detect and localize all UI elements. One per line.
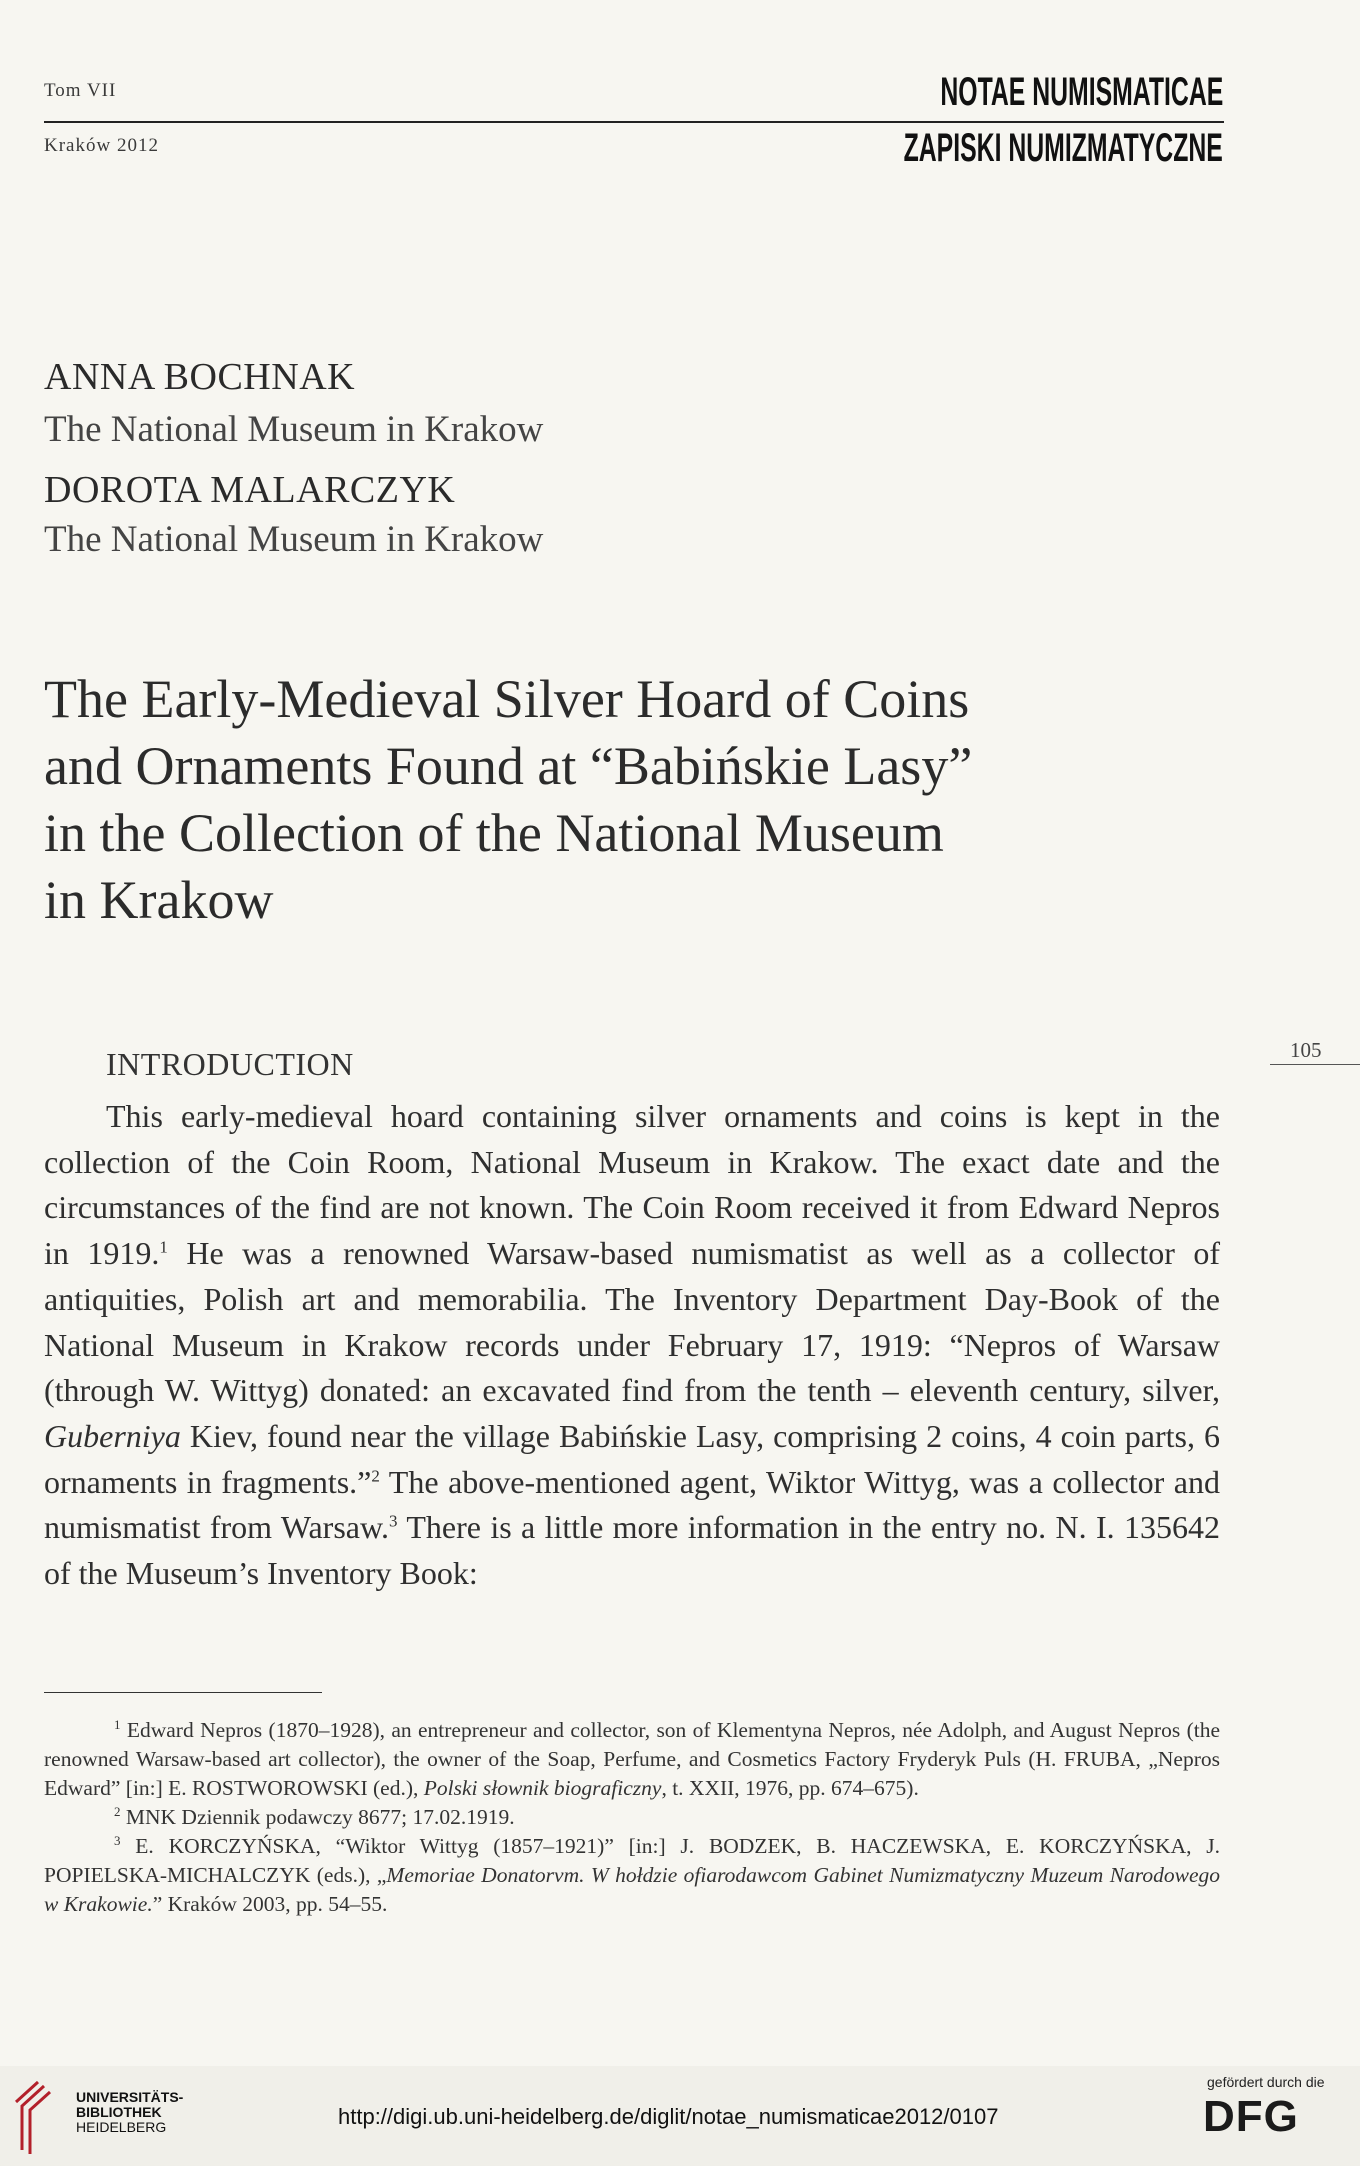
footnote-text: MNK Dziennik podawczy 8677; 17.02.1919. <box>125 1805 515 1829</box>
library-name-line: BIBLIOTHEK <box>76 2104 162 2120</box>
page-number-rule <box>1270 1064 1360 1065</box>
library-name-line: UNIVERSITÄTS- <box>76 2089 184 2105</box>
body-text: Kiev, found near the village Babińskie Lasy, comprising 2 coins, 4 coin parts, 6 ornaments in fragments.” <box>44 1417 1220 1500</box>
article-title <box>44 666 1194 934</box>
footnote-text: Edward Nepros (1870–1928), an entrepreneur and collector, son of Klementyna Nepros, née Adolph, and August Nepros (the renowned Warsaw-based art collector), the owner of the Soap, Perfume, and Cosmetics Factory Fryderyk Puls (H. FRUBA, „Nepros Edward” [in:] E. ROSTWOROWSKI (ed.), <box>44 1718 1220 1800</box>
author-name: ANNA BOCHNAK <box>44 356 356 398</box>
title-line: and Ornaments Found at “Babińskie Lasy” <box>44 736 973 796</box>
body-text: The above-mentioned agent, Wiktor Wittyg, was a collector and numismatist from Warsaw. <box>44 1463 1221 1546</box>
funded-by-label: gefördert durch die <box>1207 2074 1325 2090</box>
journal-title-line1: NOTAE NUMISMATICAE <box>940 70 1223 114</box>
source-url-link[interactable]: http://digi.ub.uni-heidelberg.de/diglit/notae_numismaticae2012/0107 <box>338 2104 999 2129</box>
footnotes <box>44 1716 1220 1919</box>
body-italic: Guberniya <box>44 1417 181 1454</box>
footnote-text: E. KORCZYŃSKA, “Wiktor Wittyg (1857–1921)” [in:] J. BODZEK, B. HACZEWSKA, E. KORCZYŃSKA, J. POPIELSKA-MICHALCZYK (eds.), „ <box>44 1834 1220 1887</box>
footnote <box>44 1832 1220 1919</box>
footnote-ref: 2 <box>371 1465 380 1485</box>
author-affiliation: The National Museum in Krakow <box>44 519 544 560</box>
body-text: There is a little more information in the entry no. N. I. 135642 of the Museum’s Inventory Book: <box>44 1509 1221 1592</box>
title-line: in the Collection of the National Museum <box>44 803 944 863</box>
footnote-number: 2 <box>114 1803 121 1819</box>
footnote <box>44 1716 1220 1803</box>
footnote-number: 1 <box>114 1716 121 1732</box>
footnote <box>44 1803 1220 1832</box>
dfg-logo: DFG <box>1203 2092 1299 2141</box>
library-name <box>76 2090 183 2135</box>
library-logo-icon <box>14 2080 54 2155</box>
author-name: DOROTA MALARCZYK <box>44 469 456 511</box>
footnote-separator <box>44 1692 322 1693</box>
title-line: in Krakow <box>44 870 274 930</box>
footnote-number: 3 <box>114 1832 121 1848</box>
journal-title-line2: ZAPISKI NUMIZMATYCZNE <box>903 126 1223 170</box>
page-number: 105 <box>1290 1038 1322 1062</box>
footnote-ref: 1 <box>159 1237 168 1257</box>
library-name-line: HEIDELBERG <box>76 2119 167 2135</box>
title-line: The Early-Medieval Silver Hoard of Coins <box>44 669 970 729</box>
footnote-italic: Memoriae Donatorvm. W hołdzie ofiarodawcom Gabinet Numizmatyczny Muzeum Narodowego w Krakowie. <box>44 1863 1220 1916</box>
footnote-text: ” Kraków 2003, pp. 54–55. <box>152 1892 388 1916</box>
footnote-italic: Polski słownik biograficzny <box>423 1776 662 1800</box>
body-paragraph <box>44 1094 1220 1597</box>
body-text: He was a renowned Warsaw-based numismatist as well as a collector of antiquities, Polish art and memorabilia. The Inventory Department Day-Book of the National Museum in Krakow records under February 17, 1919: “Nepros of Warsaw (through W. Wittyg) donated: an excavated find from the tenth – eleventh century, silver, <box>44 1235 1220 1409</box>
section-heading: INTRODUCTION <box>106 1046 354 1082</box>
volume-label: Tom VII <box>44 80 117 101</box>
body-text: This early-medieval hoard containing silver ornaments and coins is kept in the collection of the Coin Room, National Museum in Krakow. The exact date and the circumstances of the find are not known. The Coin Room received it from Edward Nepros in 1919. <box>44 1098 1220 1272</box>
footnote-text: , t. XXII, 1976, pp. 674–675). <box>661 1776 919 1800</box>
footer-bar <box>0 2066 1360 2166</box>
header-rule <box>44 121 1224 123</box>
place-year-label: Kraków 2012 <box>44 135 159 156</box>
footnote-ref: 3 <box>389 1511 398 1531</box>
author-affiliation: The National Museum in Krakow <box>44 409 544 450</box>
